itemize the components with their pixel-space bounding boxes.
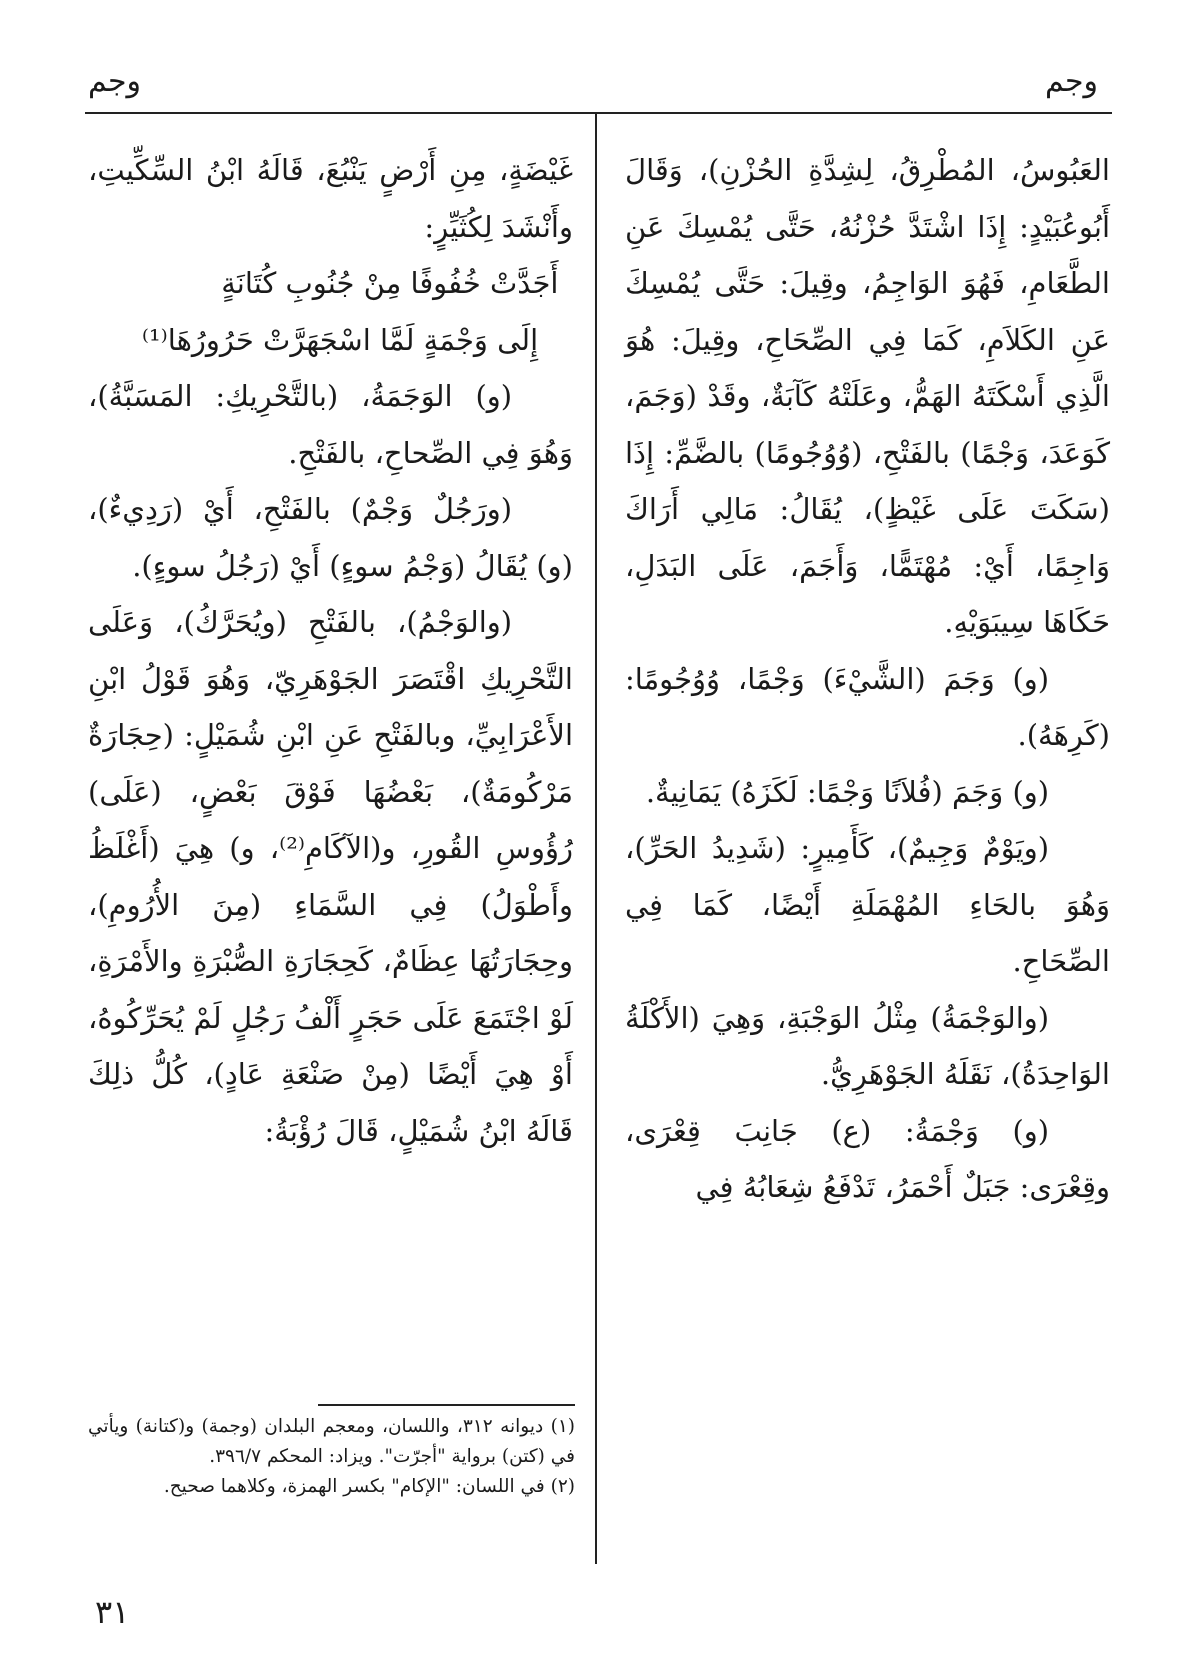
entry-paragraph: (و) وَجَمَ (فُلاَنًا وَجْمًا: لَكَزَهُ) يَمَانِيةٌ. xyxy=(645,774,1050,809)
running-head-right: وجم xyxy=(1045,64,1098,99)
header-rule xyxy=(85,112,1112,114)
left-column xyxy=(88,142,573,1159)
footnote: (٢) في اللسان: "الإكام" بكسر الهمزة، وكلاهما صحيح. xyxy=(163,1476,575,1497)
running-head-left: وجم xyxy=(88,64,141,99)
right-column xyxy=(625,142,1110,1216)
entry-paragraph: العَبُوسُ، المُطْرِقُ، لِشِدَّةِ الحُزْنِ)، وَقَالَ أَبُوعُبَيْدٍ: إِذَا اشْتَدَّ حُزْنُهُ، حَتَّى يُمْسِكَ عَنِ الطَّعَامِ، فَهُوَ الوَاجِمُ، وقِيلَ: حَتَّى يُمْسِكَ عَنِ الكَلاَمِ، كَمَا فِي الصِّحَاحِ، وقِيلَ: هُوَ الَّذِي أَسْكَتَهُ الهَمُّ، وعَلَتْهُ كَآبَةٌ، وقَدْ (وَجَمَ، كَوَعَدَ، وَجْمًا) بالفَتْحِ، (وُوُجُومًا) بالضَّمِّ: إِذَا (سَكَتَ عَلَى غَيْظٍ)، يُقَالُ: مَالِي أَرَاكَ وَاجِمًا، أَيْ: مُهْتَمًّا، وَأَجَمَ، عَلَى البَدَلِ، حَكَاهَا سِيبَوَيْهِ. xyxy=(625,153,1110,639)
entry-paragraph: غَيْضَةٍ، مِنِ أَرْضٍ يَنْبُعَ، قَالَهُ ابْنُ السِّكِّيتِ، وأَنْشَدَ لِكُثَيِّرٍ: xyxy=(88,153,573,244)
footnotes xyxy=(88,1412,575,1502)
entry-paragraph: (و) وَجْمَةُ: (ع) جَانِبَ قِعْرَى، وقِعْرَى: جَبَلٌ أَحْمَرُ، تَدْفَعُ شِعَابُهُ فِي xyxy=(625,1113,1110,1204)
footnote-rule xyxy=(318,1404,575,1406)
column-divider xyxy=(595,114,597,1564)
entry-paragraph: (والوَجْمُ)، بالفَتْحِ (ويُحَرَّكُ)، وَعَلَى التَّحْرِيكِ اقْتَصَرَ الجَوْهَرِيّ، وَهُوَ قَوْلُ ابْنِ الأَعْرَابِيِّ، وبالفَتْحِ عَنِ ابْنِ شُمَيْلٍ: (حِجَارَةٌ مَرْكُومَةٌ)، بَعْضُهَا فَوْقَ بَعْضٍ، (عَلَى) رُؤُوسِ القُورِ، و(الآكَامِ⁽²⁾، و) هِيَ (أَغْلَظُ وأَطْوَلُ) فِي السَّمَاءِ (مِنَ الأُرُومِ)، وحِجَارَتُهَا عِظَامٌ، كَحِجَارَةِ الصُّبْرَةِ والأَمْرَةِ، لَوْ اجْتَمَعَ عَلَى حَجَرٍ أَلْفُ رَجُلٍ لَمْ يُحَرِّكُوهُ، أَوْ هِيَ أَيْضًا (مِنْ صَنْعَةِ عَادٍ)، كُلُّ ذلِكَ قَالَهُ ابْنُ شُمَيْلٍ، قَالَ رُؤْبَةُ: xyxy=(88,605,573,1148)
poem-verse-second-hemistich: إِلَى وَجْمَةٍ لَمَّا اسْجَهَرَّتْ حَرُورُهَا⁽¹⁾ xyxy=(141,322,539,357)
page-number: ٣١ xyxy=(95,1593,130,1631)
entry-paragraph: (والوَجْمَةُ) مِثْلُ الوَجْبَةِ، وَهِيَ (الأَكْلَةُ الوَاحِدَةُ)، نَقَلَهُ الجَوْهَرِيُّ. xyxy=(625,1000,1110,1091)
entry-paragraph: (ويَوْمٌ وَجِيمٌ)، كَأَمِيرٍ: (شَدِيدُ الحَرِّ)، وَهُوَ بالحَاءِ المُهْمَلَةِ أَيْضًا، كَمَا فِي الصِّحَاحِ. xyxy=(625,831,1110,978)
entry-paragraph: (ورَجُلٌ وَجْمٌ) بالفَتْحِ، أَيْ (رَدِيءٌ)، (و) يُقَالُ (وَجْمُ سوءٍ) أَيْ (رَجُلُ سوءٍ). xyxy=(88,492,573,583)
footnote: (١) ديوانه ٣١٢، واللسان، ومعجم البلدان (وجمة) و(كتانة) ويأتي في (كتن) برواية "أجرّت". ويزاد: المحكم ٣٩٦/٧. xyxy=(88,1416,575,1467)
entry-paragraph: (و) الوَجَمَةُ، (بالتَّحْرِيكِ: المَسَبَّةُ)، وَهُوَ فِي الصِّحاحِ، بالفَتْحِ. xyxy=(88,379,573,470)
entry-paragraph: (و) وَجَمَ (الشَّيْءَ) وَجْمًا، وُوُجُومًا: (كَرِهَهُ). xyxy=(625,661,1110,752)
poem-verse-first-hemistich: أَجَدَّتْ خُفُوفًا مِنْ جُنُوبِ كُتَانَةٍ xyxy=(221,266,559,300)
